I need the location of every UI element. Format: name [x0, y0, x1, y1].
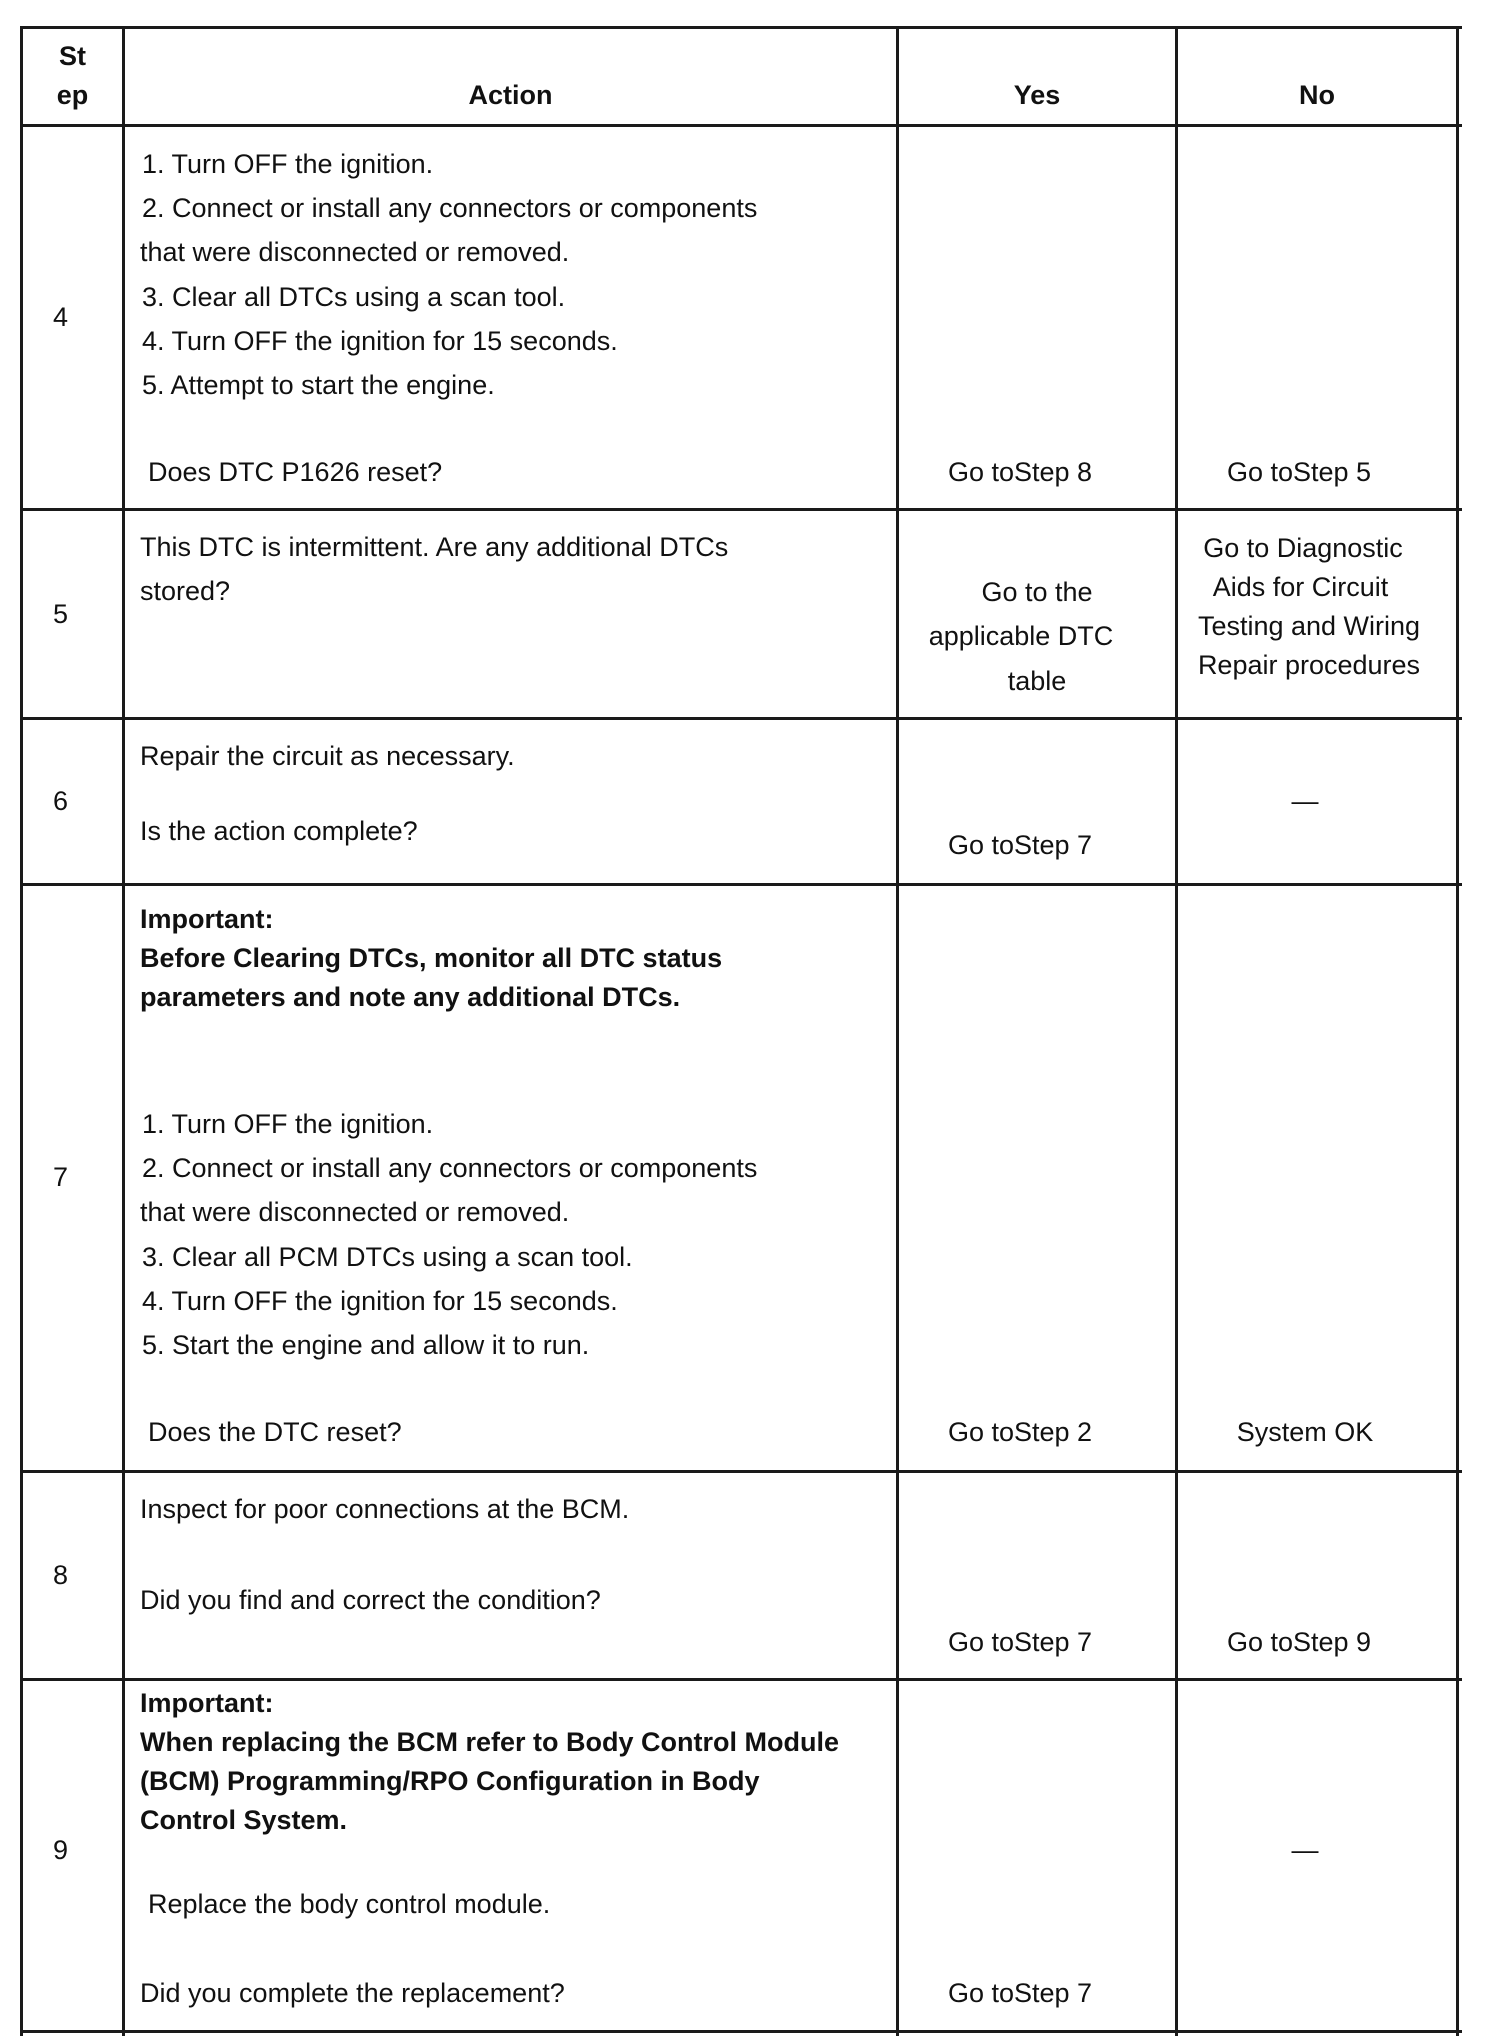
important-text: (BCM) Programming/RPO Configuration in Body: [140, 1766, 760, 1796]
action-question: Did you find and correct the condition?: [140, 1585, 601, 1615]
action-item: 2. Connect or install any connectors or components: [142, 1153, 758, 1183]
action-item: 1. Turn OFF the ignition.: [142, 149, 434, 179]
yes-result: table: [1007, 666, 1067, 696]
yes-result: Go toStep 2: [947, 1417, 1093, 1447]
action-item: 3. Clear all DTCs using a scan tool.: [142, 282, 566, 312]
no-result: Aids for Circuit: [1212, 572, 1389, 602]
action-text: Replace the body control module.: [148, 1889, 551, 1919]
action-text: Inspect for poor connections at the BCM.: [140, 1494, 630, 1524]
action-text: This DTC is intermittent. Are any additional DTCs: [140, 532, 729, 562]
step-number: 6: [53, 786, 69, 816]
no-result: Go toStep 5: [1226, 457, 1372, 487]
action-question: Does the DTC reset?: [148, 1417, 402, 1447]
action-question: Did you complete the replacement?: [140, 1978, 565, 2008]
important-text: parameters and note any additional DTCs.: [140, 982, 681, 1012]
action-item: that were disconnected or removed.: [140, 237, 570, 267]
table-rule: [1175, 26, 1178, 2036]
header-yes: Yes: [1013, 80, 1061, 110]
yes-result: Go to the: [981, 577, 1093, 607]
action-question: Is the action complete?: [140, 816, 418, 846]
table-rule: [122, 26, 125, 2036]
step-number: 7: [53, 1162, 69, 1192]
table-rule: [896, 26, 899, 2036]
table-rule: [20, 26, 1462, 29]
table-rule: [20, 124, 1462, 127]
step-number: 9: [53, 1835, 69, 1865]
no-result: Repair procedures: [1197, 650, 1421, 680]
no-result: Go to Diagnostic: [1203, 533, 1403, 563]
no-result: —: [1291, 1835, 1319, 1865]
yes-result: applicable DTC: [928, 621, 1114, 651]
action-item: 4. Turn OFF the ignition for 15 seconds.: [142, 326, 618, 356]
table-rule: [20, 1470, 1462, 1473]
no-result: System OK: [1236, 1417, 1374, 1447]
table-rule: [1456, 26, 1459, 2036]
table-rule: [20, 717, 1462, 720]
action-item: 1. Turn OFF the ignition.: [142, 1109, 434, 1139]
table-rule: [20, 883, 1462, 886]
important-text: Control System.: [140, 1805, 348, 1835]
no-result: Testing and Wiring: [1197, 611, 1421, 641]
header-no: No: [1299, 80, 1335, 110]
action-text: stored?: [140, 576, 231, 606]
no-result: —: [1291, 786, 1319, 816]
action-question: Does DTC P1626 reset?: [148, 457, 443, 487]
step-number: 8: [53, 1560, 69, 1590]
important-text: When replacing the BCM refer to Body Control Module: [140, 1727, 840, 1757]
action-item: 2. Connect or install any connectors or components: [142, 193, 758, 223]
action-item: 4. Turn OFF the ignition for 15 seconds.: [142, 1286, 618, 1316]
step-number: 5: [53, 599, 69, 629]
header-action: Action: [468, 80, 553, 110]
important-label: Important:: [140, 1688, 274, 1718]
action-item: 5. Attempt to start the engine.: [142, 370, 495, 400]
yes-result: Go toStep 8: [947, 457, 1093, 487]
action-item: 3. Clear all PCM DTCs using a scan tool.: [142, 1242, 633, 1272]
important-text: Before Clearing DTCs, monitor all DTC status: [140, 943, 723, 973]
table-rule: [20, 26, 23, 2036]
yes-result: Go toStep 7: [947, 1978, 1093, 2008]
yes-result: Go toStep 7: [947, 1627, 1093, 1657]
header-step-line1: St: [59, 41, 86, 71]
important-label: Important:: [140, 904, 274, 934]
header-step-line2: ep: [56, 80, 89, 110]
action-item: that were disconnected or removed.: [140, 1197, 570, 1227]
table-rule: [20, 508, 1462, 511]
action-item: 5. Start the engine and allow it to run.: [142, 1330, 590, 1360]
yes-result: Go toStep 7: [947, 830, 1093, 860]
no-result: Go toStep 9: [1226, 1627, 1372, 1657]
step-number: 4: [53, 302, 69, 332]
table-rule: [20, 1678, 1462, 1681]
table-rule: [20, 2030, 1462, 2033]
action-text: Repair the circuit as necessary.: [140, 741, 515, 771]
